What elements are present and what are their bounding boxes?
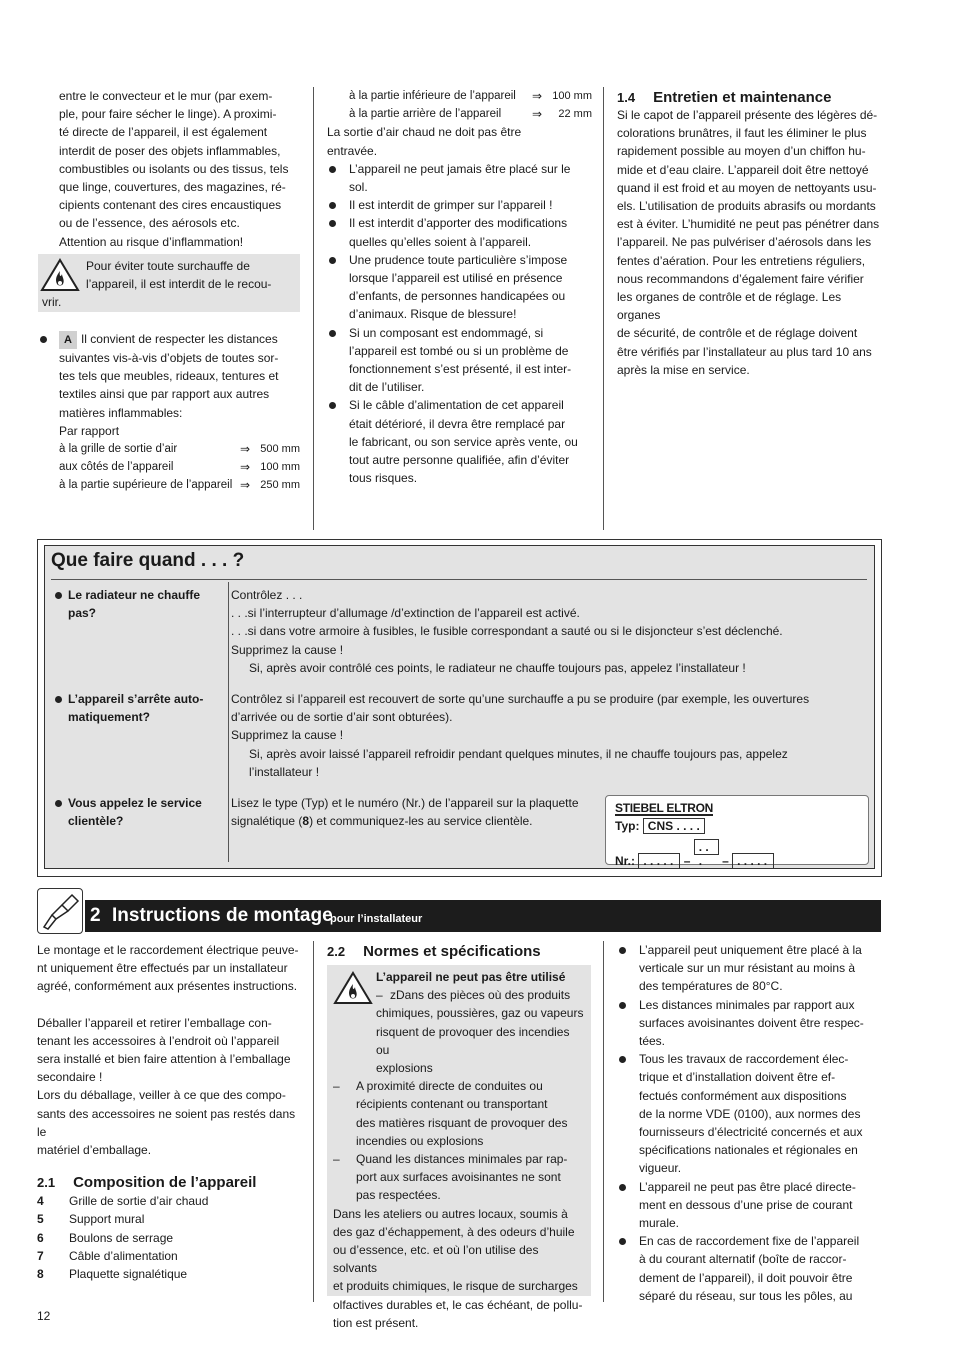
text-line: fentes d’aération. Pour les entretiens réguliers, [617, 253, 866, 268]
text-line: textiles ainsi que par rapport aux autres [59, 387, 270, 402]
component-label: Support mural [69, 1212, 145, 1227]
brand-logo: STIEBEL ELTRON [615, 801, 714, 815]
distance-row [59, 440, 300, 458]
distance-row [59, 458, 300, 476]
bullet-line: des températures de 80°C. [639, 979, 783, 994]
component-number: 8 [37, 1267, 44, 1282]
distance-arrow: ⇒ [531, 107, 543, 122]
dash-marker: – [376, 988, 383, 1003]
distance-intro: Il convient de respecter les distances [80, 331, 278, 346]
distance-label: à la grille de sortie d’air [59, 443, 178, 456]
text-line: que linge, couvertures, des magazines, ré- [59, 180, 286, 195]
heading-number: 1.4 [617, 90, 636, 105]
text-line: Attention au risque d’inflammation! [59, 234, 244, 249]
question-line: L’appareil s’arrête auto- [68, 692, 204, 706]
distance-arrow: ⇒ [239, 442, 251, 457]
text-line: ou de l’essence, des aérosols etc. [59, 216, 240, 231]
text-line: Lors du déballage, veiller à ce que des compo- [37, 1088, 286, 1103]
text-line: Déballer l’appareil et retirer l’emballage con- [37, 1015, 272, 1030]
bullet-line: tées. [639, 1034, 666, 1049]
distance-row [59, 476, 300, 494]
component-number: 5 [37, 1212, 44, 1227]
heading-text: Normes et spécifications [363, 943, 541, 960]
component-number: 4 [37, 1194, 44, 1209]
fire-warning-icon [333, 971, 373, 1007]
warning-box [38, 254, 300, 312]
bullet-item [327, 396, 592, 487]
bullet-line: tous risques. [349, 471, 418, 486]
component-item [37, 1229, 299, 1247]
bullet-line: le fabricant, ou son service après vente, ou [349, 434, 578, 449]
distance-row [349, 105, 592, 123]
dash-item [376, 986, 585, 1077]
text-line: nt uniquement être effectués par un installateur [37, 961, 288, 976]
text-line: olfactives durables et, le cas échéant, de pollu- [333, 1297, 583, 1312]
bullet-line: Il est interdit de grimper sur l’appareil ! [349, 198, 553, 213]
bullet-line: quelles qu’elles soient à l’appareil. [349, 234, 532, 249]
answer-line: signalétique (8) et communiquez-les au service clientèle. [231, 814, 533, 829]
distance-row [349, 87, 592, 105]
distance-arrow: ⇒ [239, 478, 251, 493]
s2col2 [327, 941, 591, 1330]
distance-value: 22 mm [558, 108, 592, 121]
column-divider [313, 87, 314, 530]
text-line: sera installé et bien faire attention à l’emballage [37, 1052, 291, 1067]
nr-label: Nr.: [615, 854, 636, 868]
dash-line: chimiques, poussières, gaz ou vapeurs [376, 1006, 584, 1021]
bullet-line: fonctionnement s’est présenté, il est inter- [349, 362, 572, 377]
distance-value: 100 mm [552, 90, 592, 102]
distance-label: à la partie supérieure de l’appareil [59, 479, 233, 492]
question-line: matiquement? [68, 710, 151, 725]
heading-number: 2.1 [37, 1175, 56, 1191]
component-item [37, 1247, 299, 1265]
bullet-line: de la norme VDE (0100), aux normes des [639, 1106, 861, 1121]
text-line: interdit de poser des objets inflammables, [59, 143, 281, 158]
component-item [37, 1192, 299, 1210]
nr-box: . . . . . [638, 853, 680, 869]
question-line: pas? [68, 606, 97, 621]
dash-line: explosions [376, 1061, 433, 1076]
bullet-line: lorsque l’appareil est utilisé en présence [349, 271, 563, 286]
nr-box: . . . . . [732, 853, 774, 869]
bullet-item [327, 160, 592, 196]
bullet-line: sol. [349, 180, 368, 195]
text-line: rapidement possible au moyen d’un chiffon hu- [617, 144, 866, 159]
section-title: Instructions de montage [112, 905, 333, 926]
bullet-line: murale. [639, 1216, 680, 1231]
dash-line: – A proximité directe de conduites ou [333, 1077, 585, 1095]
heading-text: Composition de l’appareil [73, 1174, 257, 1192]
component-number: 7 [37, 1248, 44, 1263]
column-divider [313, 941, 314, 1302]
warning-line: vrir. [42, 294, 62, 309]
section-heading-1-4 [617, 89, 882, 106]
warning-text [86, 257, 271, 293]
question-line: clientèle? [68, 814, 124, 829]
answer-line: Lisez le type (Typ) et le numéro (Nr.) de l’appareil sur la plaquette [231, 796, 579, 810]
dash-line: récipients contenant ou transportant [356, 1097, 548, 1112]
text-line: mide et d’eau claire. L’appareil doit être nettoyé [617, 162, 869, 177]
dash-line: incendies ou explosions [356, 1133, 484, 1148]
trouble-answer [231, 690, 809, 781]
norms-warning-box [327, 965, 591, 1330]
text-line: nous recommandons d’également faire vérifier [617, 271, 864, 286]
text-line: té directe de l’appareil, il est également [59, 125, 268, 140]
trouble-question [53, 586, 228, 622]
bullet-item [327, 196, 592, 214]
bullet-item [327, 251, 592, 324]
col1 [38, 87, 300, 495]
trouble-answer [231, 794, 579, 830]
text-line: quand il est froid et au moyen de nettoyants usu- [617, 180, 877, 195]
dash-line: des matières risquant de provoquer des [356, 1115, 568, 1130]
bullet-line: séparé du réseau, sur tous les pôles, au [639, 1288, 853, 1303]
dash-item [333, 1150, 585, 1205]
s2col1 [37, 941, 299, 1283]
distance-label: à la partie inférieure de l’appareil [349, 90, 516, 102]
bullet-item [617, 1232, 883, 1305]
bullet-line: surfaces avoisinantes doivent être respec- [639, 1015, 864, 1030]
text-line: Dans les ateliers ou autres locaux, soumis à [333, 1206, 568, 1221]
warning-line: Pour éviter toute surchauffe de [86, 258, 250, 273]
answer-indent [231, 659, 783, 677]
answer-line: Supprimez la cause ! [231, 642, 344, 657]
text-line: Le montage et le raccordement électrique peuve- [37, 943, 299, 957]
bullet-line: ment en dessous d’une prise de courant [639, 1197, 853, 1212]
component-label: Plaquette signalétique [69, 1267, 188, 1282]
answer-line: . . .si l’interrupteur d’allumage /d’extinction de l’appareil est activé. [231, 606, 580, 621]
bullet-line: Tous les travaux de raccordement élec- [639, 1052, 849, 1067]
nr-separator: – [683, 854, 691, 868]
heading-number: 2.2 [327, 944, 346, 959]
troubleshooting-title: Que faire quand . . . ? [51, 550, 245, 571]
text-line: cipients contenant des cires encaustiques [59, 198, 282, 213]
text-line: colorations brunâtres, il faut les éliminer le plus [617, 126, 867, 141]
bullet-item [327, 214, 592, 250]
text-line: matériel d’emballage. [37, 1143, 152, 1158]
bullet-line: d’animaux. Risque de blessure! [349, 307, 517, 322]
component-item [37, 1265, 299, 1283]
badge-a: A [59, 331, 77, 349]
title-rule [51, 579, 867, 580]
text-line: est à éviter. L’humidité ne peut pas pénétrer dans [617, 217, 880, 232]
text-line: être vérifiés par l’installateur au plus tard 10 ans [617, 344, 872, 359]
bullet-item [617, 1050, 883, 1177]
distance-value: 100 mm [260, 461, 300, 474]
text-line: La sortie d’air chaud ne doit pas être [327, 125, 522, 140]
text-line: et produits chimiques, le risque de surcharges [333, 1279, 578, 1294]
section-number: 2 [90, 905, 101, 926]
bullet-item [617, 996, 883, 1051]
column-divider [603, 941, 604, 1302]
text-line: les organes de contrôle et de réglage. Les organes [617, 290, 842, 323]
bullet-line: Une prudence toute particulière s’impose [349, 252, 568, 267]
distance-value: 250 mm [260, 479, 300, 492]
text-line: els. L’utilisation de produits abrasifs ou mordants [617, 199, 876, 214]
col1-intro [38, 87, 300, 251]
typ-row [615, 818, 705, 834]
bullet-line: Si un composant est endommagé, si [349, 325, 544, 340]
text-line: matières inflammables: [59, 405, 183, 420]
warning-title: L’appareil ne peut pas être utilisé [376, 970, 566, 984]
page-number: 12 [37, 1309, 51, 1323]
dash-line: risquent de provoquer des incendies ou [376, 1024, 570, 1057]
bullet-line: était détérioré, il devra être remplacé par [349, 416, 566, 431]
rating-plate [605, 795, 869, 868]
section-heading-2-1 [37, 1174, 299, 1192]
answer-indent [231, 745, 809, 781]
answer-line: Si, après avoir contrôlé ces points, le radiateur ne chauffe toujours pas, appelez l’installateur ! [249, 660, 746, 675]
component-label: Boulons de serrage [69, 1230, 174, 1245]
answer-line: . . .si dans votre armoire à fusibles, le fusible correspondant a sauté ou si le disjoncteur s’est déclenché. [231, 624, 783, 639]
dash-line: – zDans des pièces où des produits [376, 986, 585, 1004]
dash-line: – Quand les distances minimales par rap- [333, 1150, 585, 1168]
section-heading-2-2 [327, 941, 591, 963]
question-line: Le radiateur ne chauffe [68, 588, 201, 602]
answer-line: l’installateur ! [249, 764, 320, 779]
text-line: agréé, conformément aux présentes instructions. [37, 979, 298, 994]
text-line: secondaire ! [37, 1070, 103, 1085]
bullet-item [327, 324, 592, 397]
trouble-answer [231, 586, 783, 677]
answer-line: Si, après avoir laissé l’appareil refroidir pendant quelques minutes, il ne chauffe toujours pas, appelez [249, 746, 788, 761]
text-line: entravée. [327, 143, 378, 158]
bullet-item [617, 1178, 883, 1233]
text-line: Si le capot de l’appareil présente des légères dé- [617, 108, 878, 122]
section-2-header [85, 900, 881, 932]
bullet-line: Les distances minimales par rapport aux [639, 997, 855, 1012]
bullet-line: spécifications nationales et régionales en [639, 1143, 858, 1158]
dash-item [333, 1077, 585, 1150]
answer-line: Supprimez la cause ! [231, 728, 344, 743]
bullet-line: dement de l’appareil), il doit pouvoir être [639, 1270, 853, 1285]
bullet-line: l’appareil est tombé ou si un problème de [349, 343, 569, 358]
component-label: Câble d’alimentation [69, 1248, 178, 1263]
table-divider [228, 582, 229, 862]
component-number: 6 [37, 1230, 44, 1245]
dash-line: port aux surfaces avoisinantes ne sont [356, 1170, 561, 1185]
col2 [327, 87, 592, 487]
bullet-item [617, 941, 883, 996]
heading-text: Entretien et maintenance [653, 89, 832, 106]
text-line: l’appareil. Ne pas pulvériser d’aérosols dans les [617, 235, 872, 250]
typ-label: Typ: [615, 819, 640, 833]
warning-line: l’appareil, il est interdit de le recou- [86, 277, 272, 292]
bullet-line: Si le câble d’alimentation de cet appareil [349, 398, 564, 413]
bullet-line: Il est interdit d’apporter des modifications [349, 216, 568, 231]
text-line: tion est présent. [333, 1315, 419, 1330]
trouble-question [53, 690, 228, 726]
text-line: entre le convecteur et le mur (par exem- [59, 89, 273, 103]
bullet-line: tout autre personne qualifiée, afin d’éviter [349, 453, 570, 468]
text-line: de sécurité, de contrôle et de réglage doivent [617, 326, 858, 341]
distance-arrow: ⇒ [531, 89, 543, 103]
distance-label: à la partie arrière de l’appareil [349, 108, 502, 121]
answer-line: Contrôlez . . . [231, 588, 303, 602]
bullet-line: trique et d’installation doivent être ef- [639, 1070, 836, 1085]
dash-marker: – [333, 1079, 340, 1094]
bullet-line: L’appareil peut uniquement être placé à la [639, 943, 862, 957]
section-subtitle: pour l’installateur [330, 913, 423, 925]
text-line: tes tels que meubles, rideaux, tentures et [59, 369, 279, 384]
bullet-line: vigueur. [639, 1161, 682, 1176]
text-line: ple, pour faire sécher le linge). A proximi- [59, 107, 277, 122]
bullet-line: L’appareil ne peut pas être placé directe- [639, 1179, 856, 1194]
trouble-question [53, 794, 228, 830]
component-label: Grille de sortie d’air chaud [69, 1194, 209, 1209]
screwdriver-icon [37, 888, 83, 934]
distance-value: 500 mm [260, 443, 300, 456]
text-line: combustibles ou isolants ou des tissus, tels [59, 161, 289, 176]
dash-line: pas respectées. [356, 1188, 441, 1203]
bullet-line: verticale sur un mur résistant au moins à [639, 961, 856, 976]
bullet-line: fectués conformément aux dispositions [639, 1088, 847, 1103]
column-divider [603, 87, 604, 530]
maintenance-text [617, 106, 882, 379]
nr-separator: – [722, 854, 729, 868]
s2col3 [617, 941, 883, 1305]
text-line: suivantes vis-à-vis d’objets de toutes sor- [59, 351, 279, 366]
answer-line: Contrôlez si l’appareil est recouvert de sorte qu’une surchauffe a pu se produire (par exemple, les ouvertures [231, 692, 810, 706]
text-line: après la mise en service. [617, 362, 750, 377]
nr-row [615, 839, 774, 869]
answer-line: d’arrivée ou de sortie d’air sont obturées). [231, 710, 453, 725]
text-line: tenant les accessoires à l’endroit où l’appareil [37, 1033, 280, 1048]
bullet-line: d’enfants, de personnes handicapées ou [349, 289, 566, 304]
bullet-line: dit de l’utiliser. [349, 380, 425, 395]
component-item [37, 1210, 299, 1228]
text-line: ou d’essence, etc. et où l’on utilise des solvants [333, 1243, 539, 1276]
fire-warning-icon [40, 258, 80, 294]
bullet-line: fournisseurs d’électricité concernés et aux [639, 1125, 863, 1140]
bullet-line: L’appareil ne peut jamais être placé sur le [349, 161, 571, 176]
col3 [617, 87, 882, 379]
distance-arrow: ⇒ [239, 460, 251, 475]
distance-label: aux côtés de l’appareil [59, 461, 174, 474]
text-line: Par rapport [59, 423, 120, 438]
nr-box: . . . [694, 839, 719, 855]
text-line: sants des accessoires ne soient pas restés dans le [37, 1106, 296, 1139]
bullet-line: En cas de raccordement fixe de l’appareil [639, 1234, 860, 1249]
bullet-line: à du courant alternatif (boîte de raccor- [639, 1252, 847, 1267]
typ-value: CNS . . . . [643, 818, 705, 834]
distance-bullet [38, 330, 300, 495]
dash-marker: – [333, 1152, 340, 1167]
text-line: des gaz d’échappement, à des odeurs d’huile [333, 1224, 575, 1239]
question-line: Vous appelez le service [68, 796, 202, 810]
